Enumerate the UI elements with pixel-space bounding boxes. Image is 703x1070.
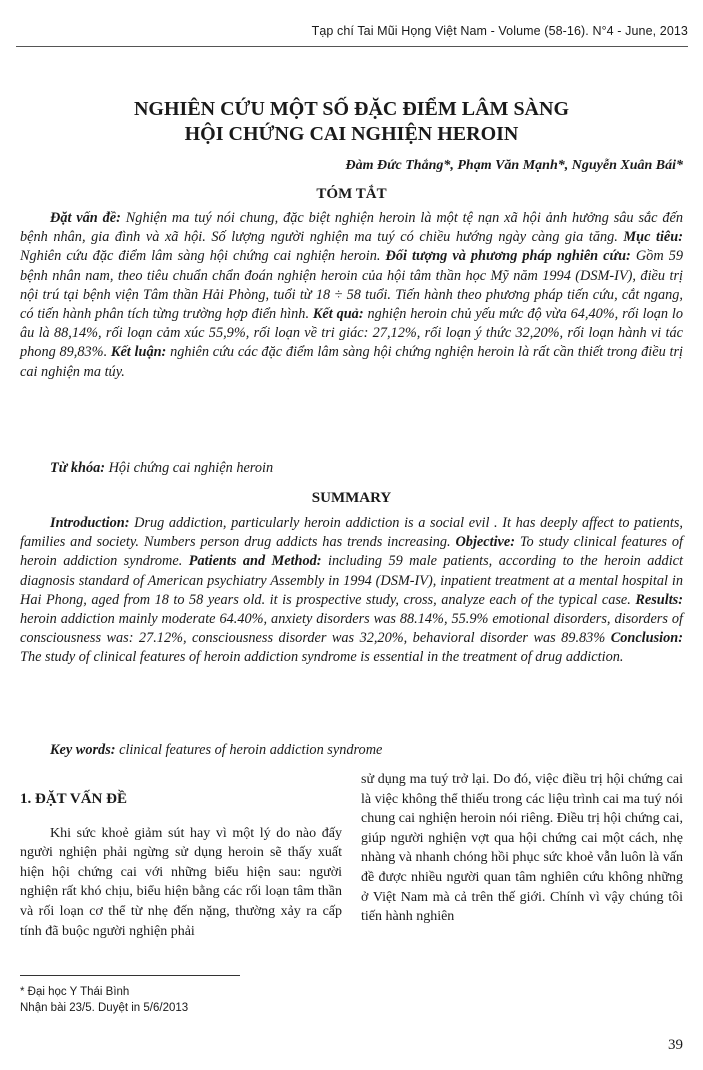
objective-label: Mục tiêu: [623, 229, 683, 246]
results-en-text: heroin addiction mainly moderate 64.40%, anxiety disorders was 88.14%, 55.9% emotional disorders, disorders of consciousness was: 27.12%, consciousness disorder was 32,20%, behavioral disorder was 89.83% [20, 611, 683, 647]
objective-text: Nghiên cứu đặc điểm lâm sàng hội chứng cai nghiện heroin. [20, 248, 386, 265]
footnote-affiliation: * Đại học Y Thái Bình [20, 986, 130, 998]
conclusion-en-text: The study of clinical features of heroin addiction syndrome is essential in the treatment of drug addiction. [20, 649, 624, 666]
results-text: nghiện heroin chủ yếu mức độ vừa 64,40%, rối loạn lo âu là 88,14%, rối loạn cảm xúc 55,9%, rối loạn về tri giác: 27,12%, rối loạn ý thức 32,20%, rối loạn hành vi tác phong 89,83%. [20, 306, 684, 361]
header-rule [16, 46, 688, 47]
results-label: Kết quả: [312, 306, 364, 323]
conclusion-text: nghiên cứu các đặc điểm lâm sàng hội chứng nghiện heroin là rất cần thiết trong điều trị cai nghiện ma túy. [20, 344, 683, 380]
keywords-vi-text: Hội chứng cai nghiện heroin [105, 460, 274, 476]
keywords-vi [20, 459, 683, 478]
methods-label: Đối tượng và phương pháp nghiên cứu: [385, 248, 631, 265]
results-en-label: Results: [635, 591, 683, 608]
left-paragraph: Khi sức khoẻ giảm sút hay vì một lý do nào đấy người nghiện phải ngừng sử dụng heroin sẽ thấy xuất hiện hội chứng cai với những biểu hiện sau: người nghiện rất khó chịu, biểu hiện bằng các rối loạn tâm thần và rối loạn cơ thể từ nhẹ đến nặng, thường xảy ra cấp tính đã buộc người nghiện phải [20, 825, 342, 939]
background-label: Đặt vấn đề: [50, 210, 121, 226]
objective-en-label: Objective: [455, 534, 516, 551]
abstract-vi-body [20, 209, 683, 382]
keywords-en-text: clinical features of heroin addiction syndrome [115, 742, 383, 758]
title-line-1: NGHIÊN CỨU MỘT SỐ ĐẶC ĐIỂM LÂM SÀNG [133, 98, 570, 120]
right-paragraph: sử dụng ma tuý trở lại. Do đó, việc điều trị hội chứng cai là việc không thể thiếu trong các liệu trình cai ma tuý nói chung cai nghiện heroin nói riêng. Điều trị hội chứng cai, giúp người nghiện vợt qua hội chứng cai một cách, nhẹ nhàng và nhanh chóng hồi phục sức khoẻ vẫn luôn là vấn đề được nhiều người quan tâm nghiên cứu không những ở Việt Nam mà cả trên thế giới. Chính vì vậy chúng tôi tiến hành nghiên [361, 772, 683, 925]
abstract-en-body [20, 514, 683, 668]
methods-en-label: Patients and Method: [188, 553, 322, 570]
keywords-en [20, 741, 683, 760]
abstract-vi-heading: TÓM TẮT [316, 186, 387, 202]
keywords-en-label: Key words: [50, 742, 116, 758]
intro-text: Drug addiction, particularly heroin addiction is a social evil . It has deeply affect to patients, families and society. Numbers person drug addicts has trends increasing. [20, 515, 683, 551]
background-text: Nghiện ma tuý nói chung, đặc biệt nghiện heroin là một tệ nạn xã hội ảnh hưởng sâu sắc đến bệnh nhân, gia đình và xã hội. Số lượng người nghiện ma tuý có chiều hướng ngày càng gia tăng. [20, 210, 684, 246]
objective-en-text: To study clinical features of heroin addiction syndrome. [20, 534, 683, 570]
intro-label: Introduction: [50, 515, 130, 531]
page-number: 39 [668, 1037, 683, 1053]
title-line-2: HỘI CHỨNG CAI NGHIỆN HEROIN [184, 123, 519, 145]
body-column-left [20, 778, 342, 941]
body-column-right [361, 770, 683, 927]
conclusion-en-label: Conclusion: [610, 630, 683, 647]
keywords-vi-label: Từ khóa: [50, 460, 106, 476]
journal-header: Tạp chí Tai Mũi Họng Việt Nam - Volume (58-16). N°4 - June, 2013 [311, 24, 688, 38]
article-title [20, 97, 683, 147]
methods-en-text: including 59 male patients, according to the heroin addict diagnosis standard of American psychiatry Assembly in 1994 (DSM-IV), inpatient treatment at a mental hospital in Hai Phong, aged from 18 to 58 years old. it is prospective study, cross, analyze each of the typical case. [20, 553, 683, 608]
footnote [20, 984, 188, 1016]
abstract-en-heading: SUMMARY [311, 490, 392, 506]
section-heading: 1. ĐẶT VẤN ĐỀ [20, 791, 127, 807]
footnote-received: Nhận bài 23/5. Duyệt in 5/6/2013 [20, 1002, 189, 1014]
methods-text: Gồm 59 bệnh nhân nam, theo tiêu chuẩn chẩn đoán nghiện heroin của hội tâm thần học Mỹ năm 1994 (DSM-IV), điều trị nội trú tại bệnh viện Tâm thần Hải Phòng, tuổi từ 18 ÷ 58 tuổi. Tiến hành theo phương pháp tiến cứu, cắt ngang, có tiến hành phân tích từng trường hợp điển hình. [20, 248, 683, 323]
conclusion-label: Kết luận: [110, 344, 167, 361]
footnote-rule [20, 975, 240, 976]
authors: Đàm Đức Thắng*, Phạm Văn Mạnh*, Nguyễn Xuân Bái* [345, 158, 683, 173]
